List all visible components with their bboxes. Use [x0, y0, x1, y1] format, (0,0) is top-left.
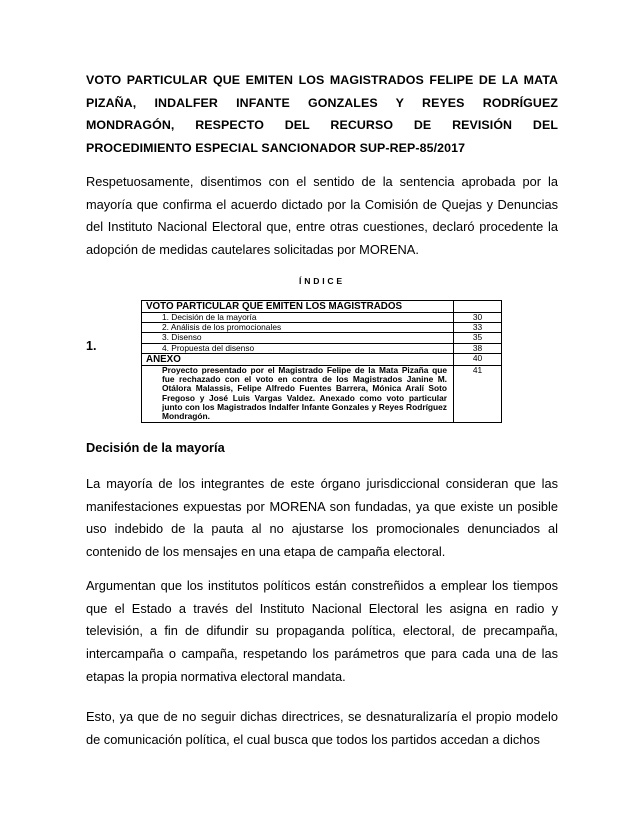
index-table — [141, 300, 502, 423]
index-header-page — [454, 301, 502, 313]
index-item-page: 33 — [454, 323, 502, 333]
index-project-row — [142, 365, 502, 422]
index-row — [142, 343, 502, 353]
index-annex-label: ANEXO — [142, 353, 454, 365]
body-paragraph: Argumentan que los institutos políticos están constreñidos a emplear los tiempos que el Estado a través del Instituto Nacional Electoral les asigna en radio y televisión, a fin de difundir su propaganda política, electoral, de precampaña, intercampaña o campaña, respetando los parámetros que para cada una de las etapas la propia normativa electoral mandata. — [86, 578, 558, 684]
section-heading: Decisión de la mayoría — [86, 440, 225, 455]
index-item-page: 38 — [454, 343, 502, 353]
index-number: 1. — [86, 339, 97, 353]
index-heading: ÍNDICE — [299, 276, 345, 286]
document-title: VOTO PARTICULAR QUE EMITEN LOS MAGISTRADOS FELIPE DE LA MATA PIZAÑA, INDALFER INFANTE GONZALES Y REYES RODRÍGUEZ MONDRAGÓN, RESPECTO DEL RECURSO DE REVISIÓN DEL PROCEDIMIENTO ESPECIAL SANCIONADOR SUP-REP-85/2017 — [86, 73, 558, 155]
index-annex-row — [142, 353, 502, 365]
index-header-label: VOTO PARTICULAR QUE EMITEN LOS MAGISTRADOS — [142, 301, 454, 313]
index-item-label: 3. Disenso — [142, 333, 454, 343]
index-item-label: 1. Decisión de la mayoría — [142, 313, 454, 323]
index-row — [142, 333, 502, 343]
body-paragraph: Esto, ya que de no seguir dichas directrices, se desnaturalizaría el propio modelo de comunicación política, el cual busca que todos los partidos accedan a dichos — [86, 709, 558, 747]
index-project-page: 41 — [454, 365, 502, 422]
index-item-page: 35 — [454, 333, 502, 343]
index-item-page: 30 — [454, 313, 502, 323]
index-item-label: 2. Análisis de los promocionales — [142, 323, 454, 333]
index-project-label: Proyecto presentado por el Magistrado Felipe de la Mata Pizaña que fue rechazado con el voto en contra de los Magistrados Janine M. Otálora Malassis, Felipe Alfredo Fuentes Barrera, Mónica Aralí Soto Fregoso y José Luis Vargas Valdez. Anexado como voto particular junto con los Magistrados Indalfer Infante Gonzales y Reyes Rodríguez Mondragón. — [142, 365, 454, 422]
intro-paragraph: Respetuosamente, disentimos con el sentido de la sentencia aprobada por la mayoría que confirma el acuerdo dictado por la Comisión de Quejas y Denuncias del Instituto Nacional Electoral que, entre otras cuestiones, declaró procedente la adopción de medidas cautelares solicitadas por MORENA. — [86, 174, 558, 258]
index-row — [142, 323, 502, 333]
index-header-row — [142, 301, 502, 313]
index-row — [142, 313, 502, 323]
body-paragraph: La mayoría de los integrantes de este órgano jurisdiccional consideran que las manifestaciones expuestas por MORENA son fundadas, ya que existe un posible uso indebido de la pauta al no ajustarse los promocionales denunciados al contenido de los mensajes en una etapa de campaña electoral. — [86, 476, 558, 560]
index-annex-page: 40 — [454, 353, 502, 365]
index-item-label: 4. Propuesta del disenso — [142, 343, 454, 353]
